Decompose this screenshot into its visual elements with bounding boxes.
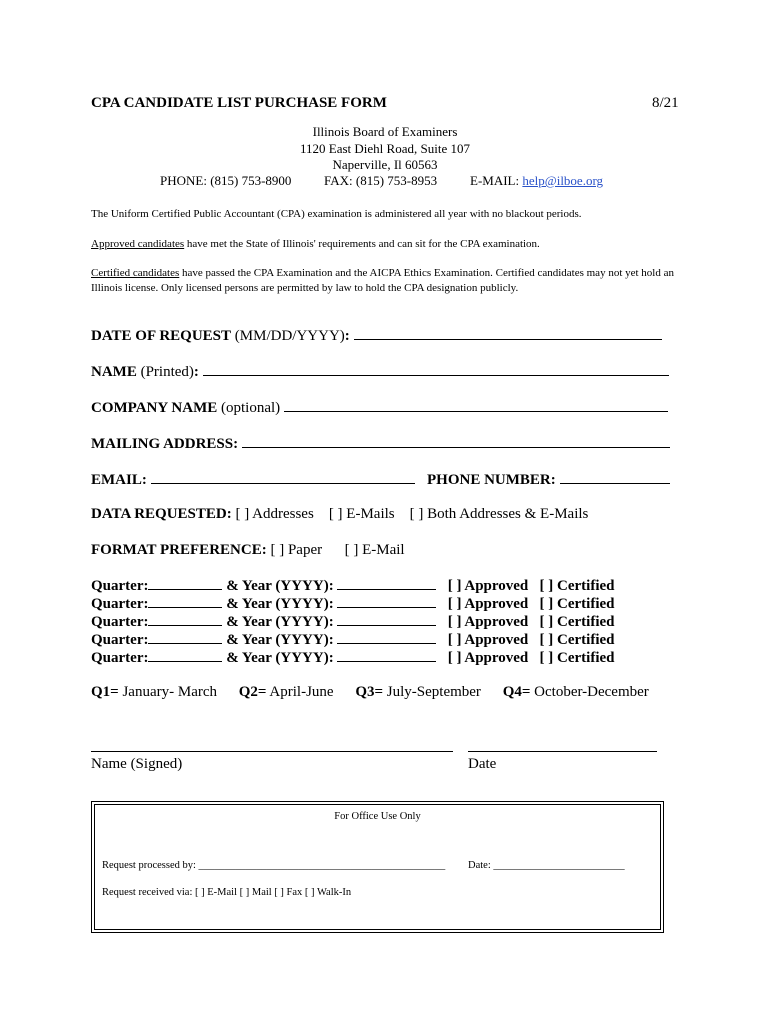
- company-hint: (optional): [217, 400, 281, 416]
- year-input-line[interactable]: [337, 595, 436, 608]
- year-input-line[interactable]: [337, 631, 436, 644]
- email-label: EMAIL:: [91, 472, 147, 488]
- quarter-input-line[interactable]: [148, 613, 222, 626]
- both-checkbox[interactable]: [ ] Both Addresses & E-Mails: [409, 506, 589, 522]
- received-via-line: Request received via: [ ] E-Mail [ ] Mail [ ] Fax [ ] Walk-In: [102, 887, 352, 898]
- phone-input-line[interactable]: [560, 471, 670, 484]
- office-use-box: [91, 801, 664, 933]
- company-input-line[interactable]: [284, 399, 668, 412]
- org-name: Illinois Board of Examiners: [312, 124, 458, 139]
- quarter-input-line[interactable]: [148, 649, 222, 662]
- quarter-label: Quarter:: [91, 578, 149, 594]
- company-name-field: [91, 399, 668, 417]
- quarter-row: [91, 577, 615, 595]
- year-input-line[interactable]: [337, 577, 436, 590]
- format-label: FORMAT PREFERENCE:: [91, 542, 267, 558]
- q3-def: Q3= July-September: [355, 684, 481, 700]
- signature-name-label: Name (Signed): [91, 756, 183, 772]
- data-requested-label: DATA REQUESTED:: [91, 506, 232, 522]
- emails-checkbox[interactable]: [ ] E-Mails: [328, 506, 395, 522]
- approved-checkbox[interactable]: [ ] Approved: [447, 650, 529, 666]
- quarter-row: [91, 631, 615, 649]
- date-of-request-field: [91, 327, 662, 345]
- processed-by-line: Request processed by: _______________________________________________: [102, 860, 446, 871]
- quarter-row: [91, 649, 615, 667]
- phone-text: PHONE: (815) 753-8900: [160, 173, 292, 188]
- intro-paragraph: The Uniform Certified Public Accountant (CPA) examination is administered all year with no blackout periods.: [91, 208, 582, 220]
- email-contact-label: E-MAIL:: [470, 173, 523, 188]
- signature-date-label: Date: [468, 756, 497, 772]
- name-hint: (Printed): [136, 364, 194, 380]
- mailing-address-field: [91, 435, 670, 453]
- quarter-input-line[interactable]: [148, 577, 222, 590]
- mailing-input-line[interactable]: [242, 435, 670, 448]
- fax-text: FAX: (815) 753-8953: [324, 173, 438, 188]
- email-format-checkbox[interactable]: [ ] E-Mail: [344, 542, 405, 558]
- year-label: & Year (YYYY):: [226, 614, 334, 630]
- certified-checkbox[interactable]: [ ] Certified: [539, 650, 615, 666]
- year-label: & Year (YYYY):: [226, 578, 334, 594]
- email-contact: [470, 173, 603, 189]
- city-address: Naperville, Il 60563: [332, 157, 438, 172]
- approved-checkbox[interactable]: [ ] Approved: [447, 596, 529, 612]
- form-revision: 8/21: [652, 95, 679, 111]
- approved-checkbox[interactable]: [ ] Approved: [447, 632, 529, 648]
- email-link[interactable]: help@ilboe.org: [522, 173, 604, 188]
- data-requested-row: [91, 506, 588, 523]
- date-colon: :: [344, 328, 350, 344]
- approved-paragraph: [91, 237, 681, 252]
- certified-checkbox[interactable]: [ ] Certified: [539, 614, 615, 630]
- q2-def: Q2= April-June: [238, 684, 334, 700]
- quarter-definitions: [91, 684, 667, 701]
- year-label: & Year (YYYY):: [226, 650, 334, 666]
- q4-def: Q4= October-December: [502, 684, 649, 700]
- name-label: NAME: [91, 364, 137, 380]
- quarter-label: Quarter:: [91, 632, 149, 648]
- quarter-label: Quarter:: [91, 650, 149, 666]
- q1-def: Q1= January- March: [91, 684, 218, 700]
- mailing-label: MAILING ADDRESS:: [91, 436, 239, 452]
- form-title: CPA CANDIDATE LIST PURCHASE FORM: [91, 95, 387, 111]
- name-colon: :: [193, 364, 199, 380]
- phone-label: PHONE NUMBER:: [427, 472, 556, 488]
- date-label: DATE OF REQUEST: [91, 328, 232, 344]
- approved-term: Approved candidates: [91, 238, 185, 250]
- certified-checkbox[interactable]: [ ] Certified: [539, 578, 615, 594]
- quarter-label: Quarter:: [91, 596, 149, 612]
- quarter-label: Quarter:: [91, 614, 149, 630]
- addresses-checkbox[interactable]: [ ] Addresses: [235, 506, 314, 522]
- office-date-line: Date: _________________________: [468, 860, 625, 871]
- date-input-line[interactable]: [354, 327, 662, 340]
- phone-number-field: [427, 471, 670, 489]
- quarter-row: [91, 595, 615, 613]
- quarter-input-line[interactable]: [148, 595, 222, 608]
- paper-checkbox[interactable]: [ ] Paper: [270, 542, 323, 558]
- name-printed-field: [91, 363, 669, 381]
- approved-text: have met the State of Illinois' requirements and can sit for the CPA examination.: [184, 238, 540, 250]
- quarter-row: [91, 613, 615, 631]
- name-input-line[interactable]: [203, 363, 669, 376]
- date-hint: (MM/DD/YYYY): [231, 328, 345, 344]
- year-label: & Year (YYYY):: [226, 596, 334, 612]
- email-input-line[interactable]: [151, 471, 415, 484]
- format-preference-row: [91, 542, 405, 559]
- certified-checkbox[interactable]: [ ] Certified: [539, 632, 615, 648]
- approved-checkbox[interactable]: [ ] Approved: [447, 614, 529, 630]
- certified-paragraph: [91, 266, 681, 296]
- email-field: [91, 471, 415, 489]
- street-address: 1120 East Diehl Road, Suite 107: [300, 141, 470, 156]
- year-label: & Year (YYYY):: [226, 632, 334, 648]
- approved-checkbox[interactable]: [ ] Approved: [447, 578, 529, 594]
- signature-date-line[interactable]: [468, 751, 657, 752]
- certified-text: have passed the CPA Examination and the AICPA Ethics Examination. Certified candidates may not yet hold an Illinois license. Only licensed persons are permitted by law to hold the CPA designation publicly.: [91, 267, 674, 294]
- year-input-line[interactable]: [337, 649, 436, 662]
- year-input-line[interactable]: [337, 613, 436, 626]
- certified-term: Certified candidates: [91, 267, 180, 279]
- certified-checkbox[interactable]: [ ] Certified: [539, 596, 615, 612]
- quarter-input-line[interactable]: [148, 631, 222, 644]
- company-label: COMPANY NAME: [91, 400, 218, 416]
- office-use-title: For Office Use Only: [334, 811, 421, 822]
- signature-line[interactable]: [91, 751, 453, 752]
